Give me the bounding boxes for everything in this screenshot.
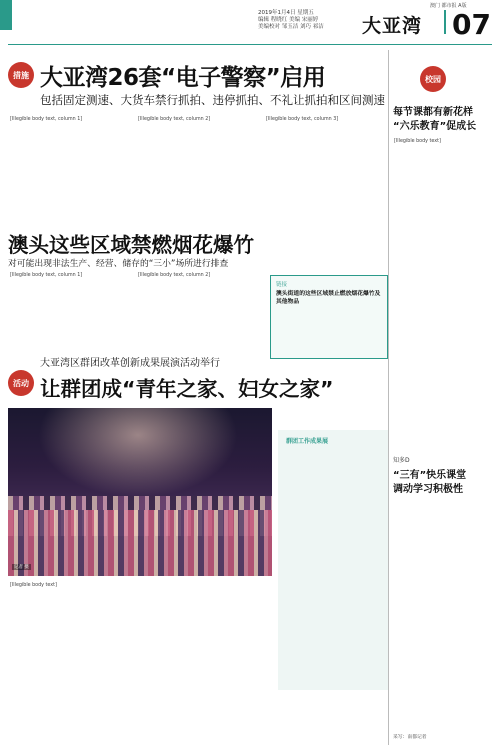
link-box-label: 链接 [276,282,288,288]
story1-col3: [Illegible body text, column 3] [266,117,339,122]
section-title: 大亚湾 [362,15,423,37]
column-divider [388,50,389,745]
byline: 采写：南都记者 [393,735,427,740]
date-line: 2019年1月4日 星期五 [258,10,314,16]
right-headline2-line1: “三有”快乐课堂 [393,470,467,481]
kicker-event: 大亚湾区群团改革创新成果展演活动举行 [40,358,220,369]
section-brand [362,10,446,37]
headline-fireworks: 澳头这些区域禁燃烟花爆竹 [8,233,254,257]
right-headline-line1: 每节课都有新花样 [393,107,473,118]
right-kicker: 知多D [393,457,410,464]
masthead-date [258,10,358,31]
right-body: [Illegible body text] [394,139,441,144]
subheadline-main: 包括固定测速、大货车禁行抓拍、违停抓拍、不礼让抓拍和区间测速 [40,93,385,107]
story2-col1: [Illegible body text, column 1] [10,273,83,278]
link-box-title: 澳头街道的这些区域禁止燃放烟花爆竹及其他物品 [276,291,381,305]
paper-tag: 澳门 都市报 A版 [430,3,467,9]
right-headline2-line2: 调动学习积极性 [393,484,463,495]
event-photo [8,408,272,576]
date-line: 美编校对 邹玉洁 刘巧 祁洁 [258,24,324,30]
date-line: 编辑 程晓红 美编 宋丽婷 [258,17,319,23]
feature-label: 群团工作成果展 [286,438,329,445]
category-badge: 措施 [8,62,34,88]
right-headline-line2: “六乐教育”促成长 [393,121,477,132]
category-badge: 活动 [8,370,34,396]
page-number: 07 [452,8,491,41]
feature-panel [278,430,388,690]
story3-body: [Illegible body text] [10,583,57,588]
link-box [270,275,388,359]
story1-col2: [Illegible body text, column 2] [138,117,211,122]
masthead [0,0,499,45]
story2-col2: [Illegible body text, column 2] [138,273,211,278]
crowd-front [8,510,272,576]
top-rule [8,44,492,45]
subheadline-fireworks: 对可能出现非法生产、经营、储存的“三小”场所进行排查 [8,259,229,269]
headline-main: 大亚湾26套“电子警察”启用 [40,65,326,91]
stage-light [38,408,238,498]
story1-col1: [Illegible body text, column 1] [10,117,83,122]
category-badge: 校园 [420,66,446,92]
photo-credit: 记者 摄 [14,565,29,570]
headline-event: 让群团成“青年之家、妇女之家” [40,377,334,401]
